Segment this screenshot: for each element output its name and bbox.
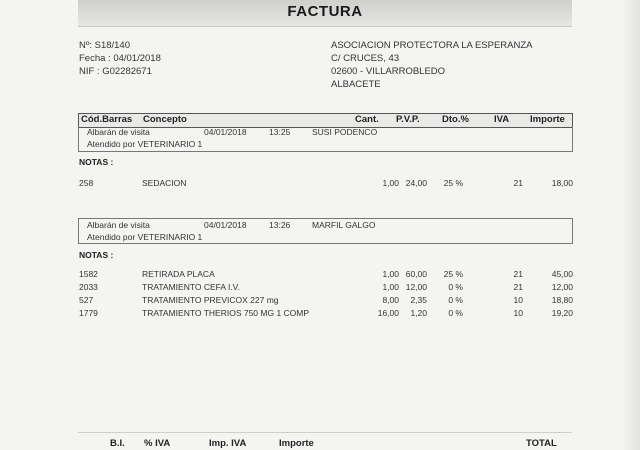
document-title: FACTURA bbox=[287, 3, 363, 20]
visit-type: Albarán de visita bbox=[87, 127, 150, 137]
line-concept: SEDACION bbox=[142, 178, 187, 188]
col-pvp: P.V.P. bbox=[396, 114, 420, 125]
line-discount: 25 % bbox=[443, 178, 463, 188]
scan-edge-shadow bbox=[622, 0, 640, 450]
line-pvp: 2,35 bbox=[410, 295, 427, 305]
invoice-meta bbox=[79, 39, 161, 78]
notes-label: NOTAS : bbox=[79, 250, 114, 260]
visit-attended: Atendido por VETERINARIO 1 bbox=[87, 139, 203, 149]
table-row bbox=[79, 282, 575, 294]
totals-header bbox=[78, 438, 572, 450]
line-qty: 1,00 bbox=[382, 269, 399, 279]
col-amount: Importe bbox=[530, 114, 565, 125]
col-barcode: Cód.Barras bbox=[81, 114, 133, 125]
totals-divider bbox=[78, 432, 572, 433]
line-code: 2033 bbox=[79, 282, 98, 292]
notes-label: NOTAS : bbox=[79, 157, 114, 167]
line-discount: 0 % bbox=[448, 295, 463, 305]
invoice-nif: NIF : G02282671 bbox=[79, 66, 152, 77]
line-concept: RETIRADA PLACA bbox=[142, 269, 215, 279]
line-concept: TRATAMIENTO PREVICOX 227 mg bbox=[142, 295, 279, 305]
client-city: 02600 - VILLARROBLEDO bbox=[331, 66, 446, 77]
col-iva: IVA bbox=[494, 114, 510, 125]
line-concept: TRATAMIENTO CEFA I.V. bbox=[142, 282, 240, 292]
line-qty: 8,00 bbox=[382, 295, 399, 305]
line-code: 258 bbox=[79, 178, 94, 188]
visit-type: Albarán de visita bbox=[87, 220, 150, 230]
visit-patient: SUSI PODENCO bbox=[312, 127, 378, 137]
title-bar bbox=[78, 0, 572, 27]
line-qty: 16,00 bbox=[377, 308, 399, 318]
line-amount: 45,00 bbox=[551, 269, 573, 279]
line-amount: 19,20 bbox=[551, 308, 573, 318]
line-iva: 21 bbox=[513, 269, 523, 279]
line-discount: 25 % bbox=[443, 269, 463, 279]
totals-pct-iva: % IVA bbox=[144, 438, 171, 449]
visit-box-2 bbox=[78, 218, 573, 244]
line-amount: 18,80 bbox=[551, 295, 573, 305]
line-amount: 12,00 bbox=[551, 282, 573, 292]
line-code: 527 bbox=[79, 295, 94, 305]
table-row bbox=[79, 295, 575, 307]
line-pvp: 1,20 bbox=[410, 308, 427, 318]
totals-imp-iva: Imp. IVA bbox=[209, 438, 247, 449]
client-name: ASOCIACION PROTECTORA LA ESPERANZA bbox=[331, 40, 533, 51]
invoice-date: Fecha : 04/01/2018 bbox=[79, 53, 161, 64]
line-discount: 0 % bbox=[448, 308, 463, 318]
visit-box-1 bbox=[78, 127, 573, 152]
col-qty: Cant. bbox=[355, 114, 379, 125]
table-row bbox=[79, 308, 575, 320]
col-concept: Concepto bbox=[143, 114, 187, 125]
line-iva: 21 bbox=[513, 282, 523, 292]
table-header bbox=[78, 113, 573, 128]
line-pvp: 60,00 bbox=[405, 269, 427, 279]
line-iva: 10 bbox=[513, 308, 523, 318]
client-province: ALBACETE bbox=[331, 79, 381, 90]
line-amount: 18,00 bbox=[551, 178, 573, 188]
line-discount: 0 % bbox=[448, 282, 463, 292]
client-street: C/ CRUCES, 43 bbox=[331, 53, 400, 64]
visit-time: 13:26 bbox=[269, 220, 291, 230]
col-discount: Dto.% bbox=[442, 114, 469, 125]
line-iva: 10 bbox=[513, 295, 523, 305]
visit-date: 04/01/2018 bbox=[204, 127, 247, 137]
line-qty: 1,00 bbox=[382, 178, 399, 188]
line-concept: TRATAMIENTO THERIOS 750 MG 1 COMP bbox=[142, 308, 310, 318]
line-pvp: 24,00 bbox=[405, 178, 427, 188]
totals-importe: Importe bbox=[279, 438, 314, 449]
table-row bbox=[79, 269, 575, 281]
client-address bbox=[331, 39, 533, 91]
visit-time: 13:25 bbox=[269, 127, 291, 137]
line-code: 1582 bbox=[79, 269, 98, 279]
visit-attended: Atendido por VETERINARIO 1 bbox=[87, 232, 203, 242]
line-pvp: 12,00 bbox=[405, 282, 427, 292]
table-row bbox=[79, 178, 575, 190]
visit-patient: MARFIL GALGO bbox=[312, 220, 376, 230]
totals-total: TOTAL bbox=[526, 438, 557, 449]
visit-date: 04/01/2018 bbox=[204, 220, 247, 230]
line-qty: 1,00 bbox=[382, 282, 399, 292]
invoice-number: Nº: S18/140 bbox=[79, 40, 131, 51]
line-code: 1779 bbox=[79, 308, 98, 318]
line-iva: 21 bbox=[513, 178, 523, 188]
totals-bi: B.I. bbox=[110, 438, 125, 449]
